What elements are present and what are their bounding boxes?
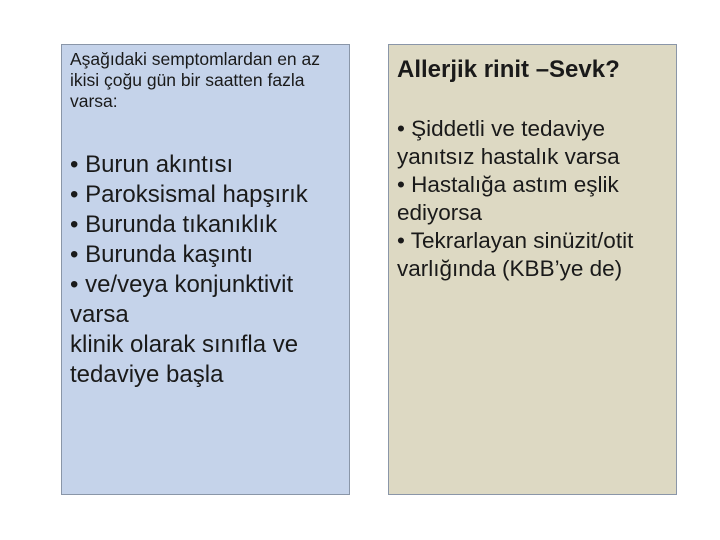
symptom-item: • Paroksismal hapşırık: [70, 181, 308, 208]
symptom-item: • Burunda tıkanıklık: [70, 211, 278, 238]
symptom-item: • Burun akıntısı: [70, 151, 234, 178]
referral-list: [397, 115, 668, 283]
symptoms-intro-text: Aşağıdaki semptomlardan en az ikisi çoğu gün bir saatten fazla varsa:: [70, 49, 320, 111]
symptom-item: • Burunda kaşıntı: [70, 241, 254, 268]
referral-item: • Tekrarlayan sinüzit/otit varlığında (KBB’ye de): [397, 228, 634, 281]
referral-item: • Şiddetli ve tedaviye yanıtsız hastalık varsa: [397, 116, 620, 169]
referral-title: Allerjik rinit –Sevk?: [397, 56, 620, 83]
referral-item: • Hastalığa astım eşlik ediyorsa: [397, 172, 619, 225]
treatment-instruction: klinik olarak sınıfla ve tedaviye başla: [70, 331, 299, 388]
referral-panel: [388, 44, 677, 495]
symptoms-panel: [61, 44, 350, 495]
symptom-item: • ve/veya konjunktivit varsa: [70, 271, 294, 328]
symptoms-list: [70, 150, 341, 390]
